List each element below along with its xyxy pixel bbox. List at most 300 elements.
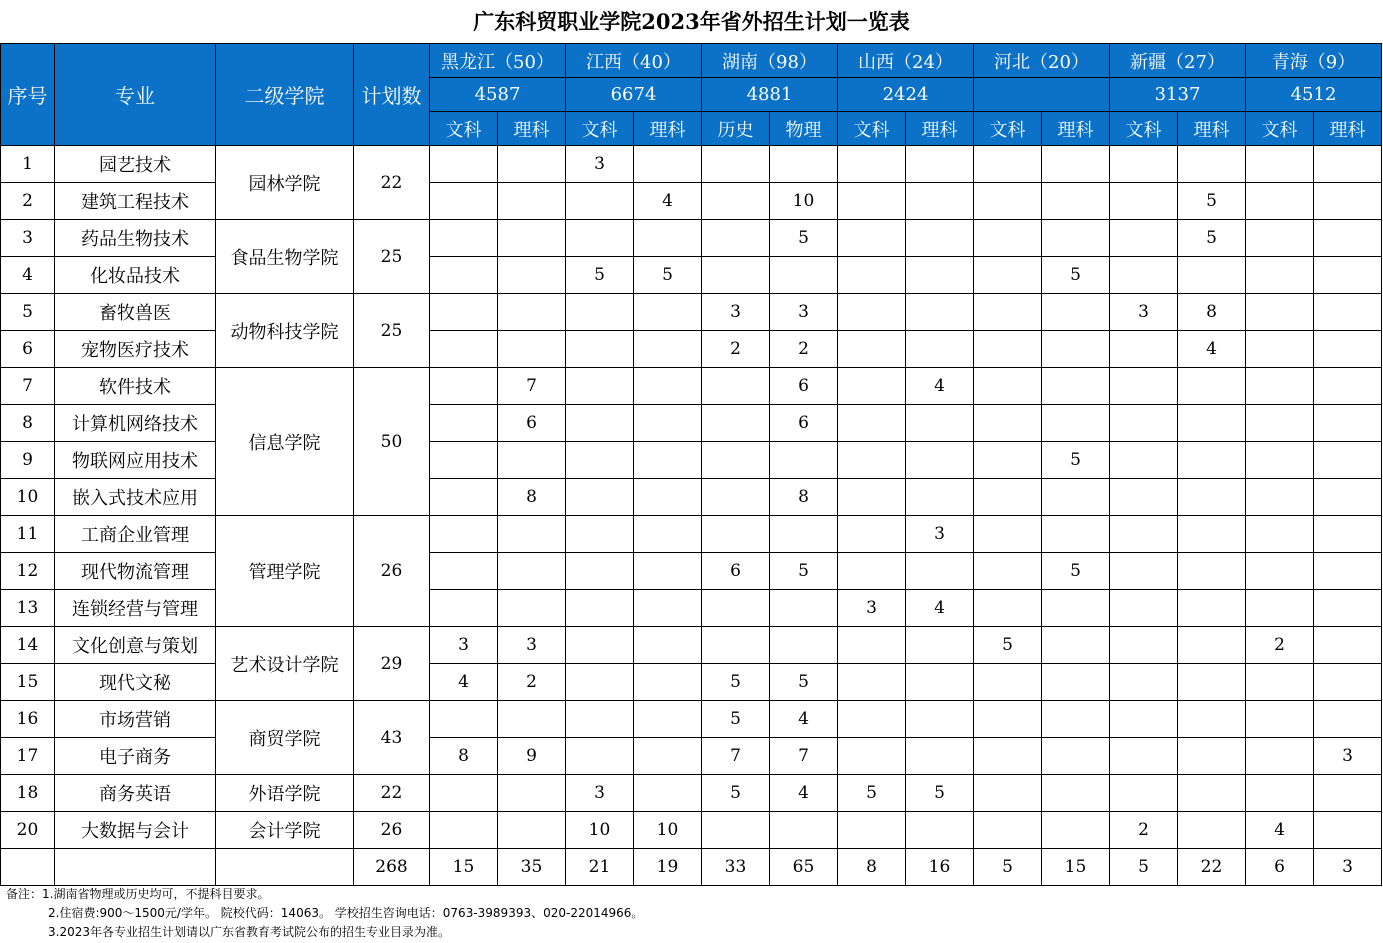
totals-row [1,849,1382,886]
quota-cell [1110,775,1178,812]
quota-cell [498,775,566,812]
major-cell: 大数据与会计 [55,812,216,849]
quota-cell [1246,553,1314,590]
quota-cell [430,442,498,479]
table-row [1,146,1382,183]
quota-cell: 5 [838,775,906,812]
total-quota-cell: 16 [906,849,974,886]
table-row [1,553,1382,590]
total-quota-cell: 65 [770,849,838,886]
total-empty-cell [1,849,55,886]
quota-cell: 4 [770,701,838,738]
quota-cell [1042,701,1110,738]
quota-cell: 5 [770,220,838,257]
college-cell: 会计学院 [216,812,354,849]
quota-cell [430,368,498,405]
quota-cell [1110,701,1178,738]
quota-cell [1246,738,1314,775]
quota-cell [498,590,566,627]
total-quota-cell: 33 [702,849,770,886]
quota-cell [1110,405,1178,442]
quota-cell: 3 [1110,294,1178,331]
quota-cell [906,183,974,220]
quota-cell [566,553,634,590]
province-code: 4512 [1246,78,1382,112]
quota-cell [1246,146,1314,183]
table-row [1,812,1382,849]
table-row [1,331,1382,368]
province-hunan: 湖南（98） [702,44,838,78]
quota-cell [1246,479,1314,516]
quota-cell [1042,294,1110,331]
table-row [1,183,1382,220]
quota-cell [838,442,906,479]
major-cell: 宠物医疗技术 [55,331,216,368]
quota-cell [430,220,498,257]
total-quota-cell: 15 [1042,849,1110,886]
quota-cell [838,812,906,849]
quota-cell [1246,590,1314,627]
quota-cell [906,442,974,479]
quota-cell [702,590,770,627]
note-line: 2.住宿费:900～1500元/学年。 院校代码：14063。 学校招生咨询电话：0763-3989393、020-22014966。 [48,906,644,920]
table-row [1,442,1382,479]
quota-cell [430,701,498,738]
quota-cell [906,220,974,257]
seq-cell: 16 [1,701,55,738]
quota-cell [1110,590,1178,627]
quota-cell [770,146,838,183]
quota-cell: 10 [566,812,634,849]
quota-cell [838,479,906,516]
seq-cell: 20 [1,812,55,849]
quota-cell [1246,294,1314,331]
quota-cell [1314,405,1382,442]
header-plan: 计划数 [354,44,430,146]
province-xinjiang: 新疆（27） [1110,44,1246,78]
seq-cell: 17 [1,738,55,775]
table-row [1,368,1382,405]
quota-cell [1042,664,1110,701]
quota-cell [770,442,838,479]
quota-cell [1178,812,1246,849]
quota-cell [1178,257,1246,294]
quota-cell: 3 [566,775,634,812]
province-shanxi: 山西（24） [838,44,974,78]
subject-header: 文科 [974,112,1042,146]
quota-cell: 4 [430,664,498,701]
quota-cell [634,590,702,627]
province-jiangxi: 江西（40） [566,44,702,78]
quota-cell [430,146,498,183]
quota-cell [906,479,974,516]
quota-cell [1314,183,1382,220]
header-seq: 序号 [1,44,55,146]
quota-cell: 2 [1246,627,1314,664]
quota-cell [634,294,702,331]
plan-cell: 50 [354,368,430,516]
quota-cell [1178,405,1246,442]
table-row [1,516,1382,553]
quota-cell [906,146,974,183]
quota-cell [1246,701,1314,738]
quota-cell [974,516,1042,553]
quota-cell [702,479,770,516]
seq-cell: 2 [1,183,55,220]
quota-cell [838,220,906,257]
table-row [1,701,1382,738]
quota-cell: 2 [702,331,770,368]
quota-cell [1246,183,1314,220]
quota-cell [1314,775,1382,812]
quota-cell: 5 [566,257,634,294]
seq-cell: 8 [1,405,55,442]
quota-cell [498,442,566,479]
quota-cell [702,368,770,405]
total-quota-cell: 5 [1110,849,1178,886]
quota-cell [1178,479,1246,516]
seq-cell: 6 [1,331,55,368]
major-cell: 软件技术 [55,368,216,405]
quota-cell [1110,442,1178,479]
quota-cell [906,812,974,849]
college-cell: 园林学院 [216,146,354,220]
page-title: 广东科贸职业学院2023年省外招生计划一览表 [473,9,910,34]
quota-cell: 8 [770,479,838,516]
major-cell: 文化创意与策划 [55,627,216,664]
quota-cell [838,146,906,183]
quota-cell [1042,738,1110,775]
quota-cell: 8 [1178,294,1246,331]
quota-cell [770,516,838,553]
quota-cell [634,738,702,775]
subject-header: 理科 [498,112,566,146]
header-college: 二级学院 [216,44,354,146]
quota-cell [838,294,906,331]
province-heilongjiang: 黑龙江（50） [430,44,566,78]
major-cell: 建筑工程技术 [55,183,216,220]
quota-cell [498,220,566,257]
quota-cell [974,257,1042,294]
table-row [1,405,1382,442]
quota-cell [430,257,498,294]
quota-cell [1178,738,1246,775]
quota-cell [1110,664,1178,701]
major-cell: 电子商务 [55,738,216,775]
quota-cell [702,516,770,553]
quota-cell [566,220,634,257]
quota-cell [974,368,1042,405]
subject-header: 文科 [430,112,498,146]
college-cell: 外语学院 [216,775,354,812]
quota-cell: 10 [634,812,702,849]
quota-cell: 6 [498,405,566,442]
quota-cell: 8 [498,479,566,516]
seq-cell: 1 [1,146,55,183]
quota-cell [1314,331,1382,368]
quota-cell: 3 [498,627,566,664]
quota-cell [1246,220,1314,257]
quota-cell [430,775,498,812]
quota-cell [430,812,498,849]
quota-cell [566,442,634,479]
quota-cell [838,405,906,442]
quota-cell: 6 [770,405,838,442]
seq-cell: 15 [1,664,55,701]
quota-cell [566,664,634,701]
quota-cell [634,775,702,812]
total-quota-cell: 6 [1246,849,1314,886]
major-cell: 市场营销 [55,701,216,738]
quota-cell: 4 [906,590,974,627]
province-code [974,78,1110,112]
table-row [1,738,1382,775]
total-quota-cell: 3 [1314,849,1382,886]
quota-cell [1314,627,1382,664]
quota-cell [566,331,634,368]
quota-cell [1314,294,1382,331]
total-empty-cell [216,849,354,886]
quota-cell: 5 [702,775,770,812]
quota-cell [974,294,1042,331]
quota-cell [566,627,634,664]
major-cell: 计算机网络技术 [55,405,216,442]
quota-cell [702,183,770,220]
quota-cell [634,442,702,479]
quota-cell: 5 [702,664,770,701]
quota-cell [1314,553,1382,590]
total-empty-cell [55,849,216,886]
quota-cell [430,516,498,553]
quota-cell [974,331,1042,368]
quota-cell [498,701,566,738]
quota-cell [1178,627,1246,664]
table-row [1,664,1382,701]
quota-cell [634,368,702,405]
quota-cell [974,775,1042,812]
quota-cell [974,812,1042,849]
quota-cell [566,368,634,405]
quota-cell [906,553,974,590]
quota-cell [1314,812,1382,849]
quota-cell [1178,590,1246,627]
seq-cell: 12 [1,553,55,590]
quota-cell [430,183,498,220]
table-row [1,220,1382,257]
notes [6,885,1376,942]
seq-cell: 13 [1,590,55,627]
quota-cell [566,479,634,516]
quota-cell [1314,368,1382,405]
quota-cell: 7 [498,368,566,405]
major-cell: 现代物流管理 [55,553,216,590]
quota-cell [702,627,770,664]
quota-cell [1042,479,1110,516]
table-row [1,479,1382,516]
quota-cell [498,516,566,553]
quota-cell: 3 [702,294,770,331]
quota-cell [566,294,634,331]
quota-cell: 2 [1110,812,1178,849]
quota-cell: 8 [430,738,498,775]
quota-cell [838,738,906,775]
subject-header: 理科 [1314,112,1382,146]
quota-cell [1246,257,1314,294]
quota-cell [906,738,974,775]
note-line: 备注：1.湖南省物理或历史均可，不提科目要求。 [6,887,270,901]
quota-cell [1178,701,1246,738]
province-code: 4881 [702,78,838,112]
quota-cell [906,257,974,294]
quota-cell [634,627,702,664]
quota-cell [1246,516,1314,553]
quota-cell [1042,405,1110,442]
quota-cell [702,257,770,294]
subject-header: 文科 [566,112,634,146]
quota-cell [1110,220,1178,257]
quota-cell [838,664,906,701]
quota-cell: 2 [770,331,838,368]
quota-cell [1178,442,1246,479]
quota-cell [1314,442,1382,479]
quota-cell [702,146,770,183]
quota-cell: 4 [1178,331,1246,368]
quota-cell: 5 [1042,442,1110,479]
quota-cell [974,738,1042,775]
quota-cell [1178,553,1246,590]
quota-cell [974,220,1042,257]
quota-cell [974,479,1042,516]
college-cell: 信息学院 [216,368,354,516]
quota-cell [1042,331,1110,368]
quota-cell [498,183,566,220]
note-line: 3.2023年各专业招生计划请以广东省教育考试院公布的招生专业目录为准。 [48,925,450,939]
seq-cell: 11 [1,516,55,553]
quota-cell [974,146,1042,183]
quota-cell: 5 [906,775,974,812]
quota-cell [566,738,634,775]
quota-cell [838,331,906,368]
quota-cell: 3 [838,590,906,627]
table-row [1,294,1382,331]
quota-cell: 5 [1178,183,1246,220]
quota-cell [1042,183,1110,220]
table-row [1,257,1382,294]
quota-cell [1314,220,1382,257]
subject-header: 文科 [1110,112,1178,146]
quota-cell [498,146,566,183]
quota-cell: 5 [770,664,838,701]
college-cell: 动物科技学院 [216,294,354,368]
quota-cell [498,331,566,368]
quota-cell: 9 [498,738,566,775]
college-cell: 艺术设计学院 [216,627,354,701]
quota-cell [702,442,770,479]
total-quota-cell: 22 [1178,849,1246,886]
province-hebei: 河北（20） [974,44,1110,78]
quota-cell [430,405,498,442]
quota-cell [1110,368,1178,405]
quota-cell [906,294,974,331]
quota-cell [498,257,566,294]
subject-header: 文科 [1246,112,1314,146]
major-cell: 连锁经营与管理 [55,590,216,627]
seq-cell: 3 [1,220,55,257]
quota-cell [1246,775,1314,812]
plan-cell: 29 [354,627,430,701]
quota-cell [430,294,498,331]
quota-cell [1110,516,1178,553]
quota-cell [1110,146,1178,183]
province-code: 3137 [1110,78,1246,112]
plan-cell: 25 [354,294,430,368]
enrollment-plan-table [0,43,1382,886]
quota-cell [634,220,702,257]
province-code: 2424 [838,78,974,112]
quota-cell [1246,664,1314,701]
quota-cell [634,701,702,738]
quota-cell [1042,146,1110,183]
plan-cell: 26 [354,812,430,849]
quota-cell [1042,220,1110,257]
quota-cell [906,331,974,368]
quota-cell: 3 [770,294,838,331]
quota-cell [430,553,498,590]
quota-cell [1314,664,1382,701]
quota-cell [430,590,498,627]
total-quota-cell: 15 [430,849,498,886]
quota-cell [1178,146,1246,183]
major-cell: 商务英语 [55,775,216,812]
college-cell: 商贸学院 [216,701,354,775]
quota-cell [1042,590,1110,627]
table-row [1,775,1382,812]
quota-cell [634,146,702,183]
plan-cell: 26 [354,516,430,627]
quota-cell [770,812,838,849]
quota-cell: 5 [1178,220,1246,257]
seq-cell: 9 [1,442,55,479]
quota-cell [974,183,1042,220]
quota-cell: 3 [566,146,634,183]
quota-cell [1178,368,1246,405]
quota-cell [1246,442,1314,479]
quota-cell [498,553,566,590]
quota-cell: 5 [1042,553,1110,590]
quota-cell [974,590,1042,627]
quota-cell: 10 [770,183,838,220]
total-quota-cell: 5 [974,849,1042,886]
quota-cell [770,627,838,664]
quota-cell [1110,257,1178,294]
quota-cell [566,405,634,442]
quota-cell [838,627,906,664]
plan-cell: 43 [354,701,430,775]
quota-cell [1042,775,1110,812]
quota-cell [498,294,566,331]
quota-cell: 5 [1042,257,1110,294]
college-cell: 食品生物学院 [216,220,354,294]
quota-cell: 5 [770,553,838,590]
quota-cell [770,257,838,294]
subject-header: 理科 [1178,112,1246,146]
quota-cell [974,442,1042,479]
quota-cell [566,183,634,220]
total-quota-cell: 8 [838,849,906,886]
quota-cell [974,553,1042,590]
seq-cell: 10 [1,479,55,516]
province-qinghai: 青海（9） [1246,44,1382,78]
